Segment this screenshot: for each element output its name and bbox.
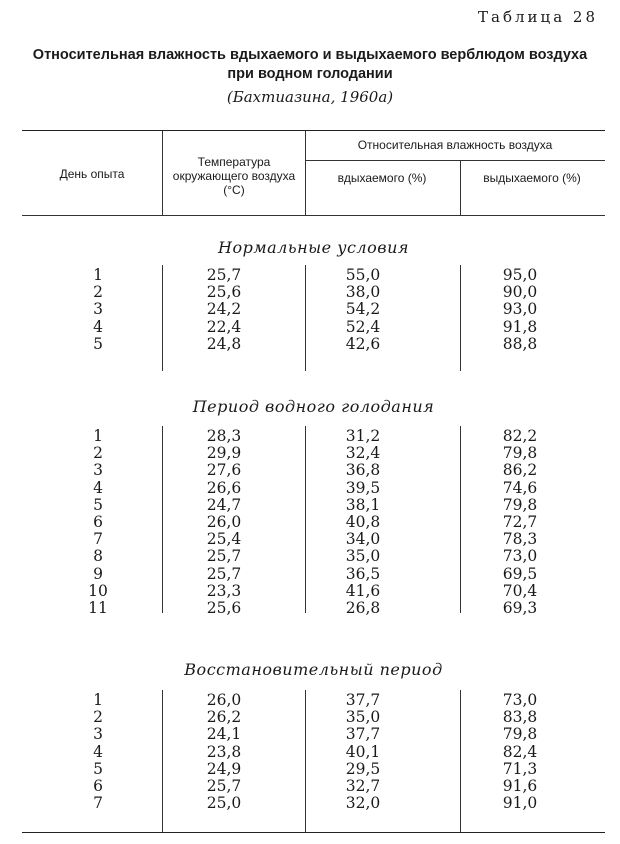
- cell-exhaled: 69,5: [502, 564, 538, 583]
- cell-inhaled: 41,6: [345, 581, 381, 600]
- cell-inhaled: 38,1: [345, 495, 381, 514]
- cell-temperature: 25,7: [206, 547, 242, 566]
- cell-inhaled: 38,0: [345, 283, 381, 302]
- column-divider: [162, 265, 163, 371]
- cell-temperature: 25,7: [206, 564, 242, 583]
- cell-inhaled: 37,7: [345, 725, 381, 744]
- cell-day: 1: [93, 691, 103, 709]
- cell-inhaled: 52,4: [345, 317, 381, 336]
- column-divider: [305, 426, 306, 613]
- cell-day: 4: [93, 478, 103, 497]
- header-temperature: Температура окружающего воздуха (°С): [172, 155, 296, 197]
- cell-temperature: 25,0: [206, 794, 242, 813]
- cell-exhaled: 90,0: [502, 283, 538, 302]
- cell-exhaled: 73,0: [502, 691, 538, 709]
- cell-temperature: 25,4: [206, 530, 242, 549]
- cell-exhaled: 86,2: [502, 461, 538, 480]
- cell-inhaled: 55,0: [345, 266, 381, 284]
- cell-temperature: 26,0: [206, 513, 242, 531]
- cell-temperature: 24,7: [206, 495, 242, 514]
- cell-inhaled: 42,6: [345, 334, 381, 353]
- cell-exhaled: 82,2: [502, 427, 538, 445]
- cell-temperature: 23,8: [206, 742, 242, 761]
- cell-day: 8: [93, 547, 103, 566]
- cell-inhaled: 40,1: [345, 742, 381, 761]
- cell-exhaled: 83,8: [502, 708, 538, 727]
- cell-exhaled: 82,4: [502, 742, 538, 761]
- column-divider: [460, 426, 461, 613]
- cell-inhaled: 37,7: [345, 691, 381, 709]
- cell-inhaled: 26,8: [345, 599, 381, 617]
- cell-temperature: 26,6: [206, 478, 242, 497]
- cell-exhaled: 71,3: [502, 759, 538, 778]
- cell-inhaled: 40,8: [345, 513, 381, 531]
- cell-temperature: 27,6: [206, 461, 242, 480]
- cell-inhaled: 35,0: [345, 708, 381, 727]
- column-divider: [162, 426, 163, 613]
- cell-temperature: 25,7: [206, 266, 242, 284]
- cell-day: 2: [93, 283, 103, 302]
- cell-day: 4: [93, 317, 103, 336]
- cell-temperature: 26,2: [206, 708, 242, 727]
- cell-inhaled: 39,5: [345, 478, 381, 497]
- cell-day: 7: [93, 794, 103, 813]
- cell-day: 10: [88, 581, 108, 600]
- cell-inhaled: 32,4: [345, 444, 381, 463]
- table-title: Относительная влажность вдыхаемого и выдыхаемого верблюдом воздуха при водном голодании: [32, 47, 588, 82]
- cell-temperature: 25,6: [206, 283, 242, 302]
- cell-day: 1: [93, 427, 103, 445]
- cell-day: 2: [93, 444, 103, 463]
- cell-day: 5: [93, 334, 103, 353]
- table-number: Таблица 28: [478, 8, 598, 26]
- cell-temperature: 23,3: [206, 581, 242, 600]
- cell-inhaled: 32,7: [345, 777, 381, 795]
- table-source: (Бахтиазина, 1960а): [226, 88, 394, 106]
- cell-exhaled: 91,0: [502, 794, 538, 813]
- header-inhaled: вдыхаемого (%): [337, 171, 427, 185]
- cell-temperature: 24,8: [206, 334, 242, 353]
- cell-inhaled: 35,0: [345, 547, 381, 566]
- cell-day: 2: [93, 708, 103, 727]
- cell-temperature: 28,3: [206, 427, 242, 445]
- header-divider: [162, 131, 163, 215]
- cell-temperature: 22,4: [206, 317, 242, 336]
- cell-day: 6: [93, 513, 103, 531]
- cell-inhaled: 31,2: [345, 427, 381, 445]
- cell-exhaled: 74,6: [502, 478, 538, 497]
- data-table: [22, 130, 605, 833]
- cell-temperature: 29,9: [206, 444, 242, 463]
- cell-day: 11: [88, 599, 108, 617]
- column-divider: [305, 690, 306, 832]
- header-divider: [460, 160, 461, 215]
- cell-day: 3: [93, 461, 103, 480]
- cell-temperature: 26,0: [206, 691, 242, 709]
- header-day: День опыта: [59, 167, 125, 181]
- cell-day: 6: [93, 777, 103, 795]
- cell-exhaled: 69,3: [502, 599, 538, 617]
- header-humidity: Относительная влажность воздуха: [357, 138, 553, 152]
- cell-exhaled: 95,0: [502, 266, 538, 284]
- cell-temperature: 25,6: [206, 599, 242, 617]
- section-title: Нормальные условия: [218, 238, 409, 257]
- cell-day: 3: [93, 300, 103, 319]
- cell-day: 1: [93, 266, 103, 284]
- cell-day: 5: [93, 495, 103, 514]
- header-subrule: [305, 160, 605, 161]
- cell-day: 7: [93, 530, 103, 549]
- cell-inhaled: 29,5: [345, 759, 381, 778]
- cell-exhaled: 78,3: [502, 530, 538, 549]
- cell-exhaled: 79,8: [502, 444, 538, 463]
- cell-exhaled: 79,8: [502, 495, 538, 514]
- cell-inhaled: 32,0: [345, 794, 381, 813]
- cell-day: 9: [93, 564, 103, 583]
- column-divider: [460, 265, 461, 371]
- cell-temperature: 25,7: [206, 777, 242, 795]
- cell-day: 3: [93, 725, 103, 744]
- cell-inhaled: 36,8: [345, 461, 381, 480]
- cell-day: 5: [93, 759, 103, 778]
- header-exhaled: выдыхаемого (%): [483, 171, 581, 185]
- cell-temperature: 24,9: [206, 759, 242, 778]
- cell-inhaled: 36,5: [345, 564, 381, 583]
- column-divider: [162, 690, 163, 832]
- cell-exhaled: 88,8: [502, 334, 538, 353]
- cell-temperature: 24,2: [206, 300, 242, 319]
- cell-inhaled: 54,2: [345, 300, 381, 319]
- column-divider: [305, 265, 306, 371]
- section-title: Период водного голодания: [192, 397, 435, 416]
- cell-exhaled: 91,6: [502, 777, 538, 795]
- cell-inhaled: 34,0: [345, 530, 381, 549]
- header-rule: [22, 215, 605, 216]
- cell-exhaled: 70,4: [502, 581, 538, 600]
- cell-exhaled: 73,0: [502, 547, 538, 566]
- section-title: Восстановительный период: [184, 660, 443, 679]
- column-divider: [460, 690, 461, 832]
- cell-exhaled: 93,0: [502, 300, 538, 319]
- cell-exhaled: 79,8: [502, 725, 538, 744]
- cell-exhaled: 91,8: [502, 317, 538, 336]
- cell-temperature: 24,1: [206, 725, 242, 744]
- cell-exhaled: 72,7: [502, 513, 538, 531]
- cell-day: 4: [93, 742, 103, 761]
